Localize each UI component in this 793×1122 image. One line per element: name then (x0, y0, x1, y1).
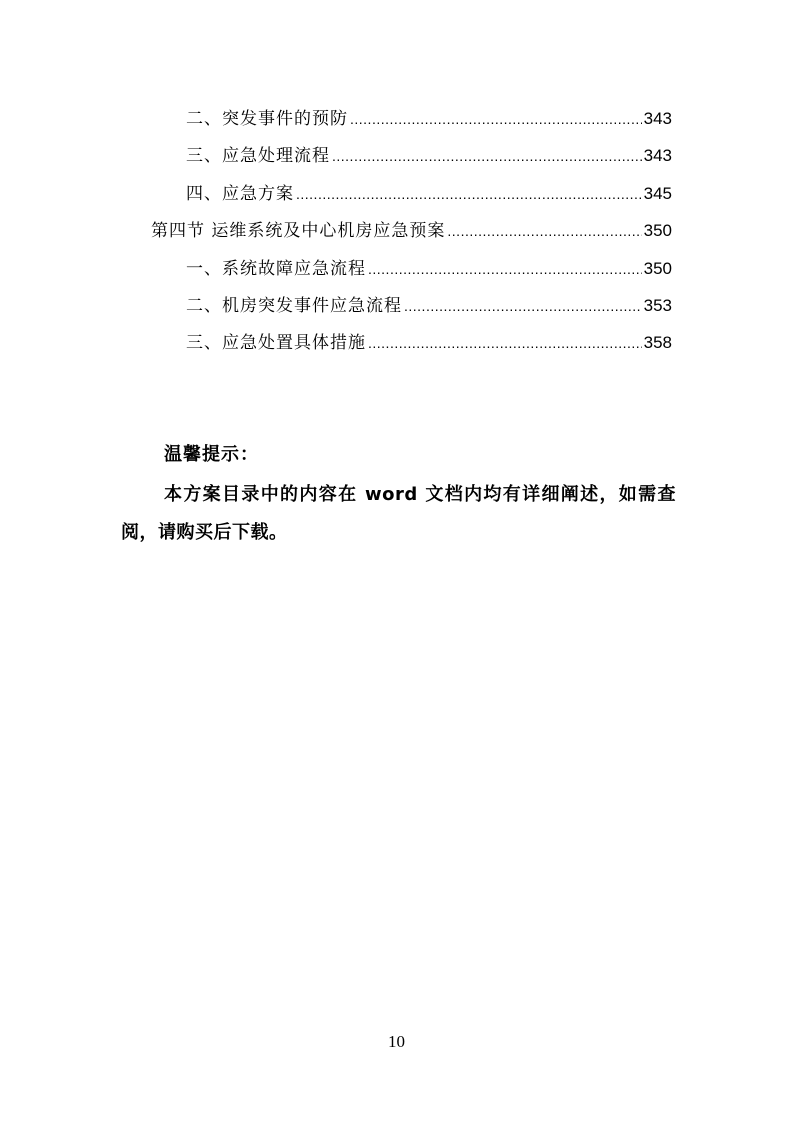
toc-entry-title: 第四节 运维系统及中心机房应急预案 (151, 221, 446, 241)
notice-heading: 温馨提示： (164, 444, 259, 465)
page-number: 10 (388, 1032, 405, 1051)
toc-entry[interactable] (151, 216, 672, 246)
toc-leader-dots (404, 291, 642, 321)
toc-entry-page: 350 (643, 221, 672, 240)
toc-entry-title: 三、应急处置具体措施 (186, 333, 366, 353)
toc-entry[interactable] (186, 141, 672, 171)
toc-entry[interactable] (186, 328, 672, 358)
toc-leader-dots (368, 254, 642, 284)
toc-leader-dots (332, 141, 642, 171)
toc-entry[interactable] (186, 291, 672, 321)
toc-entry-page: 345 (643, 184, 672, 203)
toc-entry-title: 一、系统故障应急流程 (186, 259, 366, 279)
toc-entry-title: 四、应急方案 (186, 184, 294, 204)
toc-entry[interactable] (186, 179, 672, 209)
toc-leader-dots (296, 179, 642, 209)
toc-entry[interactable] (186, 254, 672, 284)
toc-leader-dots (350, 104, 642, 134)
toc-entry-page: 353 (643, 296, 672, 315)
toc-leader-dots (368, 328, 642, 358)
toc-entry-page: 350 (643, 259, 672, 278)
toc-entry-page: 343 (643, 146, 672, 165)
toc-entry-title: 三、应急处理流程 (186, 146, 330, 166)
toc-entry-title: 二、机房突发事件应急流程 (186, 296, 402, 316)
toc-entry-title: 二、突发事件的预防 (186, 109, 348, 129)
toc-entry[interactable] (186, 104, 672, 134)
notice-body: 本方案目录中的内容在 word 文档内均有详细阐述，如需查阅，请购买后下载。 (121, 484, 676, 543)
toc-entry-page: 358 (643, 333, 672, 352)
toc-leader-dots (447, 216, 641, 246)
toc-entry-page: 343 (643, 109, 672, 128)
